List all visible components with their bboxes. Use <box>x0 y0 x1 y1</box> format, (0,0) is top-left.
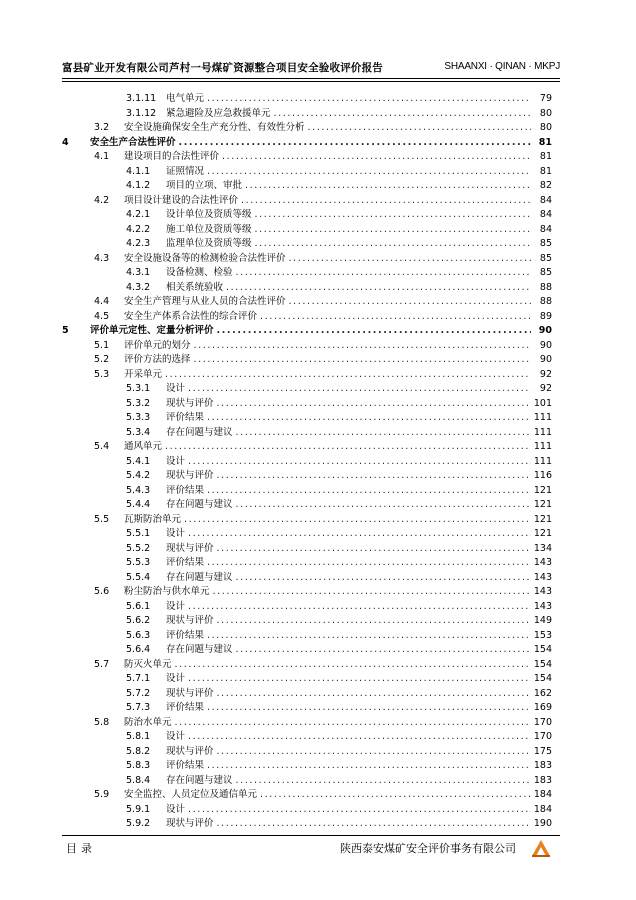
toc-entry-number: 5.9.2 <box>126 818 151 829</box>
toc-entry-title: 安全生产体系合法性的综合评价 <box>124 310 258 322</box>
toc-entry[interactable] <box>62 759 552 774</box>
toc-leader-dots <box>213 585 531 600</box>
toc-leader-dots <box>188 527 531 542</box>
toc-entry-title: 评价结果 <box>166 760 205 771</box>
toc-entry-page: 143 <box>533 557 552 568</box>
toc-entry-number: 5.8.4 <box>126 774 151 786</box>
toc-leader-dots <box>207 629 531 644</box>
toc-entry-number: 5.4.4 <box>126 499 151 510</box>
toc-entry-title: 现状与评价 <box>166 397 214 409</box>
toc-entry-number: 5.3.3 <box>126 412 151 423</box>
toc-entry-number: 5.5.2 <box>126 542 151 554</box>
toc-leader-dots <box>165 368 531 383</box>
toc-entry-number: 3.1.11 <box>126 93 157 104</box>
toc-entry-title: 设计 <box>166 803 186 815</box>
toc-entry[interactable] <box>62 368 552 383</box>
toc-entry-page: 183 <box>533 760 552 771</box>
toc-entry-title: 存在问题与建议 <box>166 774 233 786</box>
toc-leader-dots <box>188 672 531 687</box>
toc-entry-number: 5.4.1 <box>126 455 151 467</box>
toc-entry[interactable] <box>62 440 552 455</box>
toc-entry-title: 现状与评价 <box>166 687 214 699</box>
toc-leader-dots <box>188 803 531 818</box>
toc-entry-title: 评价结果 <box>166 702 205 713</box>
toc-entry-title: 安全设施确保安全生产充分性、有效性分析 <box>124 122 305 133</box>
toc-entry-page: 85 <box>539 267 552 278</box>
toc-entry-title: 评价方法的选择 <box>124 354 191 365</box>
toc-entry-number: 5.2 <box>94 354 110 365</box>
toc-entry-page: 121 <box>533 528 552 539</box>
toc-entry[interactable] <box>62 237 552 252</box>
toc-entry[interactable] <box>62 600 552 615</box>
toc-entry-page: 81 <box>539 151 552 162</box>
toc-entry-title: 项目的立项、审批 <box>166 180 243 191</box>
toc-entry-title: 通风单元 <box>124 441 163 452</box>
toc-entry-number: 5 <box>62 325 69 336</box>
toc-entry-number: 4.3 <box>94 252 110 264</box>
toc-entry[interactable] <box>62 484 552 499</box>
toc-entry-page: 111 <box>533 441 552 452</box>
toc-leader-dots <box>207 92 531 107</box>
toc-entry-title: 存在问题与建议 <box>166 499 233 510</box>
toc-entry-title: 安全生产合法性评价 <box>90 136 176 148</box>
toc-entry-number: 5.8 <box>94 716 110 728</box>
toc-entry-page: 88 <box>539 281 552 293</box>
toc-entry[interactable] <box>62 730 552 745</box>
toc-entry-page: 82 <box>539 180 552 191</box>
toc-entry[interactable] <box>62 310 552 325</box>
toc-entry-number: 5.5.3 <box>126 557 151 568</box>
toc-entry-page: 92 <box>539 383 552 394</box>
toc-entry-title: 相关系统验收 <box>166 281 224 293</box>
toc-entry-page: 111 <box>533 455 552 467</box>
toc-entry-page: 169 <box>533 702 552 713</box>
toc-entry[interactable] <box>62 788 552 803</box>
toc-entry-number: 5.3.2 <box>126 397 151 409</box>
toc-entry[interactable] <box>62 223 552 238</box>
toc-entry-page: 88 <box>539 296 552 307</box>
toc-entry-title: 安全设施设备等的检测检验合法性评价 <box>124 252 286 264</box>
toc-leader-dots <box>236 774 531 789</box>
company-logo-icon <box>530 836 552 858</box>
toc-leader-dots <box>194 353 531 368</box>
toc-entry[interactable] <box>62 701 552 716</box>
toc-entry-title: 安全生产管理与从业人员的合法性评价 <box>124 296 286 307</box>
toc-entry-title: 防灭火单元 <box>124 658 172 670</box>
toc-entry-title: 防治水单元 <box>124 716 172 728</box>
toc-entry-number: 5.3.1 <box>126 383 151 394</box>
toc-entry-title: 设计 <box>166 528 186 539</box>
toc-leader-dots <box>217 745 531 760</box>
toc-entry[interactable] <box>62 585 552 600</box>
toc-entry-number: 5.5.1 <box>126 528 151 539</box>
toc-entry-number: 5.6.3 <box>126 629 151 641</box>
toc-leader-dots <box>217 687 531 702</box>
footer-company-name: 陕西泰安煤矿安全评价事务有限公司 <box>340 842 516 855</box>
toc-leader-dots <box>236 426 531 441</box>
toc-entry[interactable] <box>62 745 552 760</box>
toc-entry[interactable] <box>62 281 552 296</box>
toc-entry[interactable] <box>62 455 552 470</box>
toc-entry-title: 现状与评价 <box>166 745 214 757</box>
toc-leader-dots <box>245 179 531 194</box>
toc-leader-dots <box>255 208 531 223</box>
toc-entry[interactable] <box>62 295 552 310</box>
toc-leader-dots <box>207 701 531 716</box>
toc-entry-page: 84 <box>539 194 552 206</box>
toc-entry-title: 施工单位及资质等级 <box>166 223 252 235</box>
toc-entry-page: 89 <box>539 310 552 322</box>
toc-entry[interactable] <box>62 672 552 687</box>
toc-entry[interactable] <box>62 774 552 789</box>
toc-leader-dots <box>226 281 531 296</box>
toc-leader-dots <box>217 542 531 557</box>
toc-leader-dots <box>236 643 531 658</box>
toc-entry-title: 评价单元的划分 <box>124 339 191 351</box>
toc-entry-number: 5.4 <box>94 441 110 452</box>
toc-leader-dots <box>217 324 531 339</box>
toc-entry[interactable] <box>62 513 552 528</box>
toc-entry-page: 184 <box>533 789 552 800</box>
toc-entry[interactable] <box>62 469 552 484</box>
toc-entry-title: 评价结果 <box>166 484 205 496</box>
toc-entry-title: 设计 <box>166 383 186 394</box>
toc-entry[interactable] <box>62 614 552 629</box>
toc-entry-title: 设计 <box>166 600 186 612</box>
toc-leader-dots <box>188 455 531 470</box>
toc-entry-title: 存在问题与建议 <box>166 426 233 438</box>
toc-entry[interactable] <box>62 339 552 354</box>
toc-entry[interactable] <box>62 353 552 368</box>
toc-leader-dots <box>217 614 531 629</box>
footer-divider <box>62 835 560 836</box>
toc-entry-page: 184 <box>533 803 552 815</box>
toc-entry[interactable] <box>62 179 552 194</box>
toc-entry-page: 116 <box>533 470 552 481</box>
toc-leader-dots <box>260 788 531 803</box>
toc-entry[interactable] <box>62 556 552 571</box>
toc-entry-page: 154 <box>533 673 552 684</box>
toc-entry-title: 设计单位及资质等级 <box>166 209 252 220</box>
toc-leader-dots <box>207 759 531 774</box>
toc-entry-number: 5.9 <box>94 789 110 800</box>
toc-entry-title: 设计 <box>166 455 186 467</box>
toc-leader-dots <box>207 165 531 180</box>
table-of-contents <box>62 92 552 832</box>
toc-entry-number: 4.4 <box>94 296 110 307</box>
toc-entry-title: 现状与评价 <box>166 542 214 554</box>
toc-entry-title: 评价结果 <box>166 629 205 641</box>
toc-entry-number: 5.4.3 <box>126 484 151 496</box>
page-header <box>62 58 560 76</box>
toc-entry-page: 80 <box>539 122 552 133</box>
toc-entry-number: 4.2.2 <box>126 223 151 235</box>
toc-entry[interactable] <box>62 411 552 426</box>
toc-leader-dots <box>236 571 531 586</box>
toc-entry-title: 瓦斯防治单元 <box>124 513 182 525</box>
toc-entry[interactable] <box>62 208 552 223</box>
toc-entry[interactable] <box>62 498 552 513</box>
toc-entry[interactable] <box>62 165 552 180</box>
toc-leader-dots <box>175 658 531 673</box>
toc-leader-dots <box>184 513 531 528</box>
toc-entry-page: 190 <box>533 818 552 829</box>
toc-entry-number: 5.9.1 <box>126 803 151 815</box>
toc-entry-number: 4.3.2 <box>126 281 151 293</box>
toc-entry-title: 开采单元 <box>124 368 163 380</box>
toc-entry[interactable] <box>62 397 552 412</box>
toc-entry-number: 5.6.1 <box>126 600 151 612</box>
toc-entry[interactable] <box>62 817 552 832</box>
toc-entry-number: 3.1.12 <box>126 107 157 119</box>
toc-entry-title: 现状与评价 <box>166 818 214 829</box>
toc-entry[interactable] <box>62 542 552 557</box>
toc-entry-number: 5.7.1 <box>126 673 151 684</box>
toc-entry-number: 5.8.3 <box>126 760 151 771</box>
toc-entry-number: 4.2.1 <box>126 209 151 220</box>
toc-leader-dots <box>188 600 531 615</box>
toc-leader-dots <box>194 339 531 354</box>
toc-entry-page: 121 <box>533 499 552 510</box>
toc-entry[interactable] <box>62 92 552 107</box>
toc-entry[interactable] <box>62 252 552 267</box>
toc-entry-number: 3.2 <box>94 122 110 133</box>
toc-entry-title: 紧急避险及应急救援单元 <box>166 107 271 119</box>
toc-entry[interactable] <box>62 324 552 339</box>
toc-entry[interactable] <box>62 382 552 397</box>
toc-leader-dots <box>165 440 531 455</box>
toc-entry[interactable] <box>62 687 552 702</box>
toc-leader-dots <box>241 194 531 209</box>
toc-entry-page: 154 <box>533 658 552 670</box>
toc-leader-dots <box>222 150 531 165</box>
toc-entry-number: 4.2.3 <box>126 238 151 249</box>
toc-entry-page: 153 <box>533 629 552 641</box>
toc-entry[interactable] <box>62 266 552 281</box>
toc-entry-number: 4.2 <box>94 194 110 206</box>
toc-leader-dots <box>255 223 531 238</box>
toc-entry-page: 143 <box>533 586 552 597</box>
company-brand: SHAANXI · QINAN · MKPJ <box>444 61 560 72</box>
toc-leader-dots <box>179 136 531 151</box>
toc-entry-page: 183 <box>533 774 552 786</box>
toc-entry-number: 5.1 <box>94 339 110 351</box>
toc-entry-title: 安全监控、人员定位及通信单元 <box>124 789 258 800</box>
footer-section-label: 目录 <box>66 842 96 855</box>
toc-entry-number: 4 <box>62 136 69 148</box>
toc-entry-title: 粉尘防治与供水单元 <box>124 586 210 597</box>
toc-entry[interactable] <box>62 107 552 122</box>
toc-entry-page: 111 <box>533 426 552 438</box>
toc-leader-dots <box>217 397 531 412</box>
toc-entry-title: 评价结果 <box>166 557 205 568</box>
toc-leader-dots <box>188 730 531 745</box>
toc-leader-dots <box>274 107 531 122</box>
header-divider <box>62 78 560 79</box>
toc-entry-number: 4.1.2 <box>126 180 151 191</box>
toc-entry[interactable] <box>62 121 552 136</box>
toc-entry[interactable] <box>62 643 552 658</box>
toc-entry-page: 170 <box>533 731 552 742</box>
toc-entry-page: 134 <box>533 542 552 554</box>
toc-entry-title: 监理单位及资质等级 <box>166 238 252 249</box>
toc-entry-page: 143 <box>533 571 552 583</box>
toc-entry[interactable] <box>62 571 552 586</box>
toc-leader-dots <box>236 266 531 281</box>
toc-entry-page: 175 <box>533 745 552 757</box>
toc-entry-number: 5.3 <box>94 368 110 380</box>
toc-entry-title: 评价结果 <box>166 412 205 423</box>
toc-entry-number: 5.3.4 <box>126 426 151 438</box>
toc-entry-number: 5.6 <box>94 586 110 597</box>
toc-entry-number: 5.7.2 <box>126 687 151 699</box>
toc-entry-number: 5.6.2 <box>126 615 151 626</box>
toc-entry[interactable] <box>62 716 552 731</box>
toc-entry-page: 90 <box>538 325 552 336</box>
toc-entry-number: 5.4.2 <box>126 470 151 481</box>
toc-entry-page: 81 <box>538 136 552 148</box>
toc-leader-dots <box>289 252 531 267</box>
toc-entry-title: 存在问题与建议 <box>166 571 233 583</box>
toc-entry-title: 现状与评价 <box>166 470 214 481</box>
toc-entry-number: 4.5 <box>94 310 110 322</box>
toc-entry-page: 90 <box>539 339 552 351</box>
toc-entry-number: 4.1.1 <box>126 165 151 177</box>
toc-entry-page: 80 <box>539 107 552 119</box>
toc-entry[interactable] <box>62 803 552 818</box>
toc-entry-number: 5.8.2 <box>126 745 151 757</box>
toc-entry-number: 5.5 <box>94 513 110 525</box>
toc-entry-title: 评价单元定性、定量分析评价 <box>90 325 214 336</box>
toc-entry-page: 84 <box>539 209 552 220</box>
header-divider-thin <box>62 81 560 82</box>
toc-leader-dots <box>289 295 531 310</box>
toc-entry-title: 现状与评价 <box>166 615 214 626</box>
toc-leader-dots <box>175 716 531 731</box>
toc-entry[interactable] <box>62 194 552 209</box>
toc-entry-number: 5.8.1 <box>126 731 151 742</box>
toc-leader-dots <box>207 411 531 426</box>
report-title: 富县矿业开发有限公司芦村一号煤矿资源整合项目安全验收评价报告 <box>62 62 383 74</box>
toc-entry-title: 建设项目的合法性评价 <box>124 151 220 162</box>
toc-leader-dots <box>188 382 531 397</box>
toc-entry-page: 111 <box>533 412 552 423</box>
toc-leader-dots <box>308 121 531 136</box>
toc-leader-dots <box>255 237 531 252</box>
toc-entry-title: 设计 <box>166 673 186 684</box>
toc-entry-page: 92 <box>539 368 552 380</box>
toc-entry-page: 170 <box>533 716 552 728</box>
toc-entry[interactable] <box>62 136 552 151</box>
toc-entry-title: 设备检测、检验 <box>166 267 233 278</box>
toc-leader-dots <box>260 310 531 325</box>
toc-leader-dots <box>217 469 531 484</box>
toc-entry-number: 4.3.1 <box>126 267 151 278</box>
toc-leader-dots <box>207 484 531 499</box>
toc-entry-page: 162 <box>533 687 552 699</box>
toc-leader-dots <box>236 498 531 513</box>
toc-entry-page: 149 <box>533 615 552 626</box>
toc-entry[interactable] <box>62 629 552 644</box>
toc-entry-page: 154 <box>533 644 552 655</box>
toc-entry-title: 项目设计建设的合法性评价 <box>124 194 239 206</box>
toc-entry-title: 设计 <box>166 731 186 742</box>
toc-entry-page: 85 <box>539 252 552 264</box>
toc-entry-page: 121 <box>533 484 552 496</box>
toc-entry[interactable] <box>62 527 552 542</box>
toc-leader-dots <box>207 556 531 571</box>
toc-entry-number: 5.7 <box>94 658 110 670</box>
toc-entry-number: 4.1 <box>94 151 110 162</box>
toc-leader-dots <box>217 817 531 832</box>
toc-entry-page: 101 <box>533 397 552 409</box>
toc-entry-page: 84 <box>539 223 552 235</box>
toc-entry-number: 5.7.3 <box>126 702 151 713</box>
toc-entry-page: 79 <box>539 93 552 104</box>
toc-entry-title: 证照情况 <box>166 165 205 177</box>
toc-entry-number: 5.5.4 <box>126 571 151 583</box>
toc-entry[interactable] <box>62 426 552 441</box>
toc-entry-page: 81 <box>539 165 552 177</box>
toc-entry-title: 存在问题与建议 <box>166 644 233 655</box>
toc-entry-page: 90 <box>539 354 552 365</box>
toc-entry-title: 电气单元 <box>166 93 205 104</box>
toc-entry-page: 121 <box>533 513 552 525</box>
toc-entry-page: 143 <box>533 600 552 612</box>
toc-entry[interactable] <box>62 658 552 673</box>
toc-entry[interactable] <box>62 150 552 165</box>
toc-entry-page: 85 <box>539 238 552 249</box>
toc-entry-number: 5.6.4 <box>126 644 151 655</box>
